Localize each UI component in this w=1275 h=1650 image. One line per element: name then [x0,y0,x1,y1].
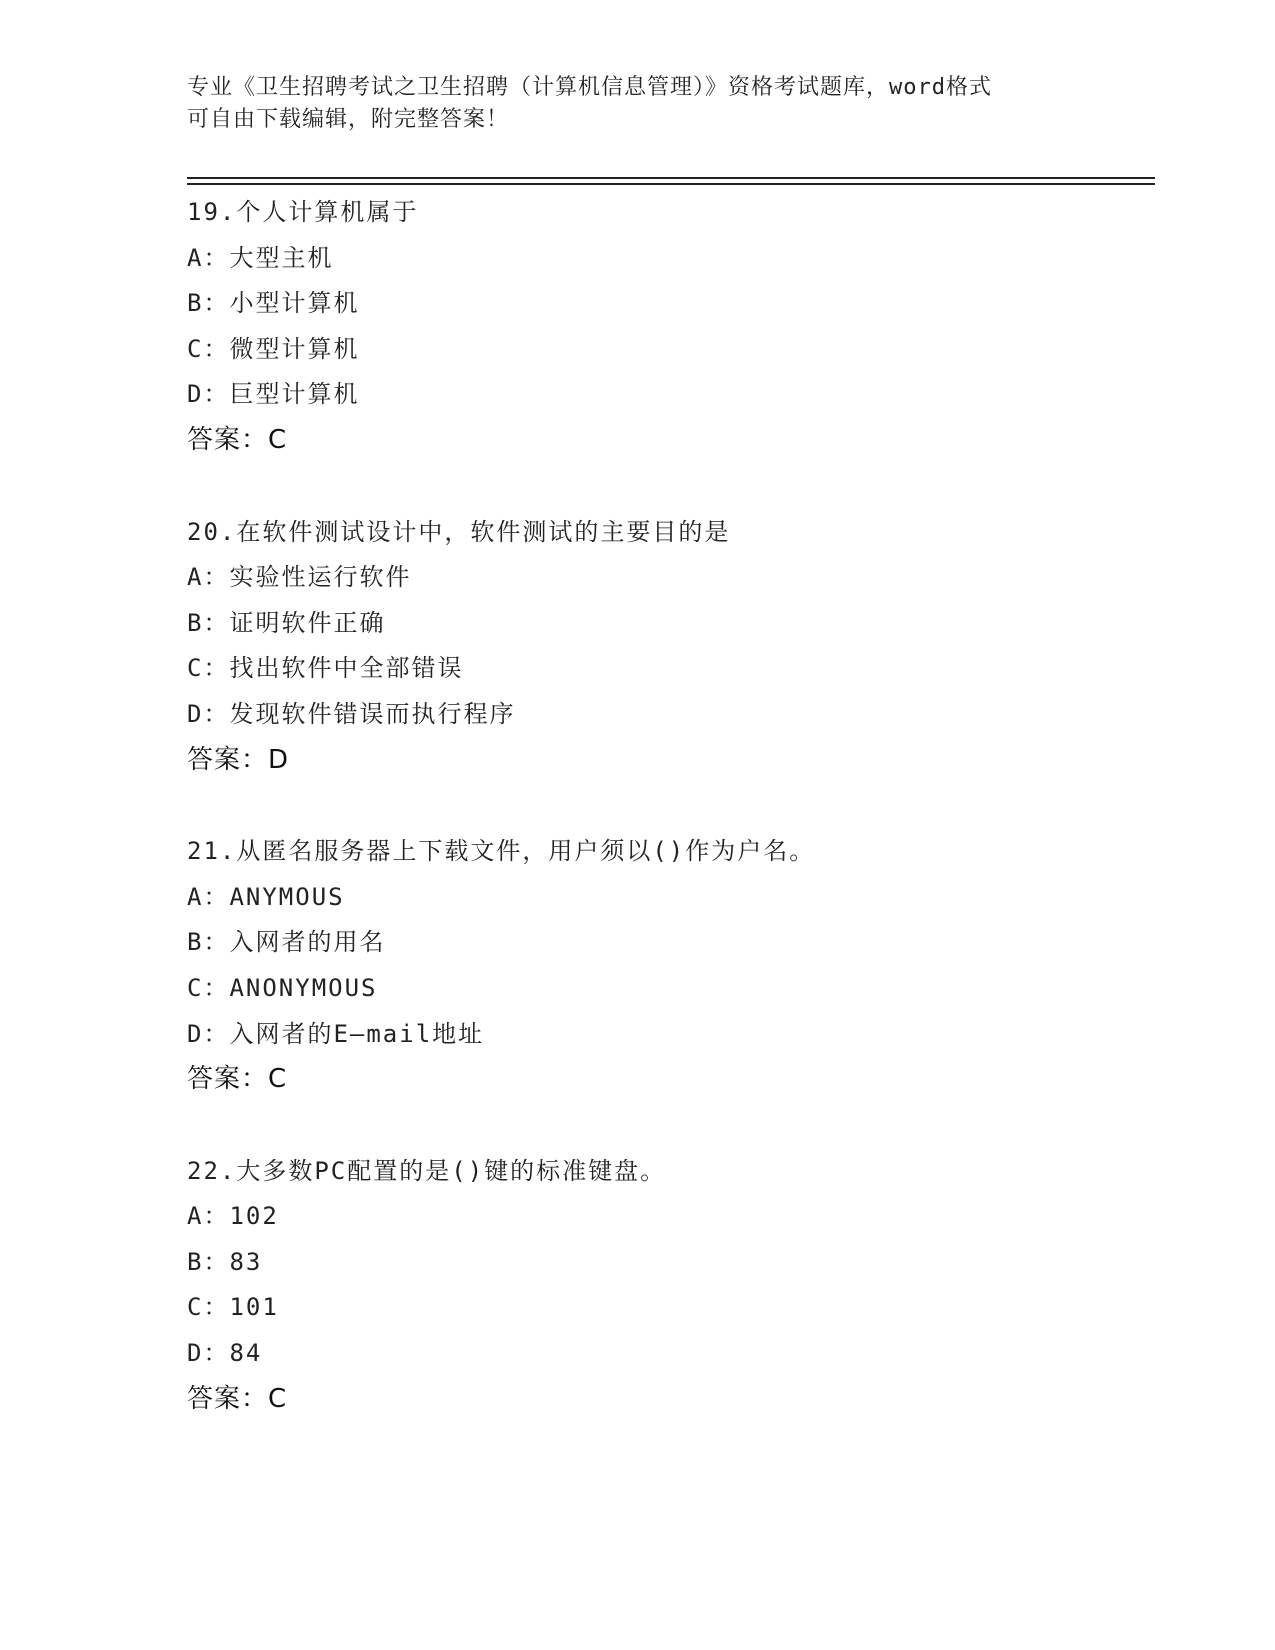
option-c: C：101 [187,1293,279,1322]
question-20 [187,510,1147,784]
question-text: 19.个人计算机属于 [187,198,419,226]
question-text: 21.从匿名服务器上下载文件，用户须以()作为户名。 [187,837,816,866]
option-a: A：实验性运行软件 [187,563,412,592]
answer-label: 答案：C [187,1383,288,1414]
document-header [187,72,1087,136]
question-text: 20.在软件测试设计中，软件测试的主要目的是 [187,517,731,546]
option-d: D：入网者的E—mail地址 [187,1019,485,1048]
question-text: 22.大多数PC配置的是()键的标准键盘。 [187,1156,667,1185]
option-a: A：102 [187,1202,279,1231]
answer-label: 答案：C [187,1064,288,1095]
option-d: D：84 [187,1339,263,1368]
question-21 [187,829,1147,1103]
option-b: B：小型计算机 [187,289,360,318]
option-b: B：证明软件正确 [187,608,386,637]
question-list [187,190,1147,1422]
option-c: C：找出软件中全部错误 [187,654,464,683]
answer-label: 答案：D [187,744,290,775]
answer-label: 答案：C [187,424,288,455]
header-divider-bottom [187,183,1155,185]
option-a: A：ANYMOUS [187,882,345,911]
header-line-2: 可自由下载编辑，附完整答案！ [187,107,510,132]
option-b: B：入网者的用名 [187,928,386,957]
question-22 [187,1149,1147,1423]
option-a: A：大型主机 [187,243,334,272]
option-b: B：83 [187,1247,263,1276]
option-c: C：微型计算机 [187,334,360,363]
option-d: D：巨型计算机 [187,380,360,409]
option-c: C：ANONYMOUS [187,973,378,1002]
question-19 [187,190,1147,464]
header-divider-top [187,177,1155,179]
header-line-1: 专业《卫生招聘考试之卫生招聘（计算机信息管理）》资格考试题库，word格式 [187,75,992,100]
option-d: D：发现软件错误而执行程序 [187,699,516,728]
